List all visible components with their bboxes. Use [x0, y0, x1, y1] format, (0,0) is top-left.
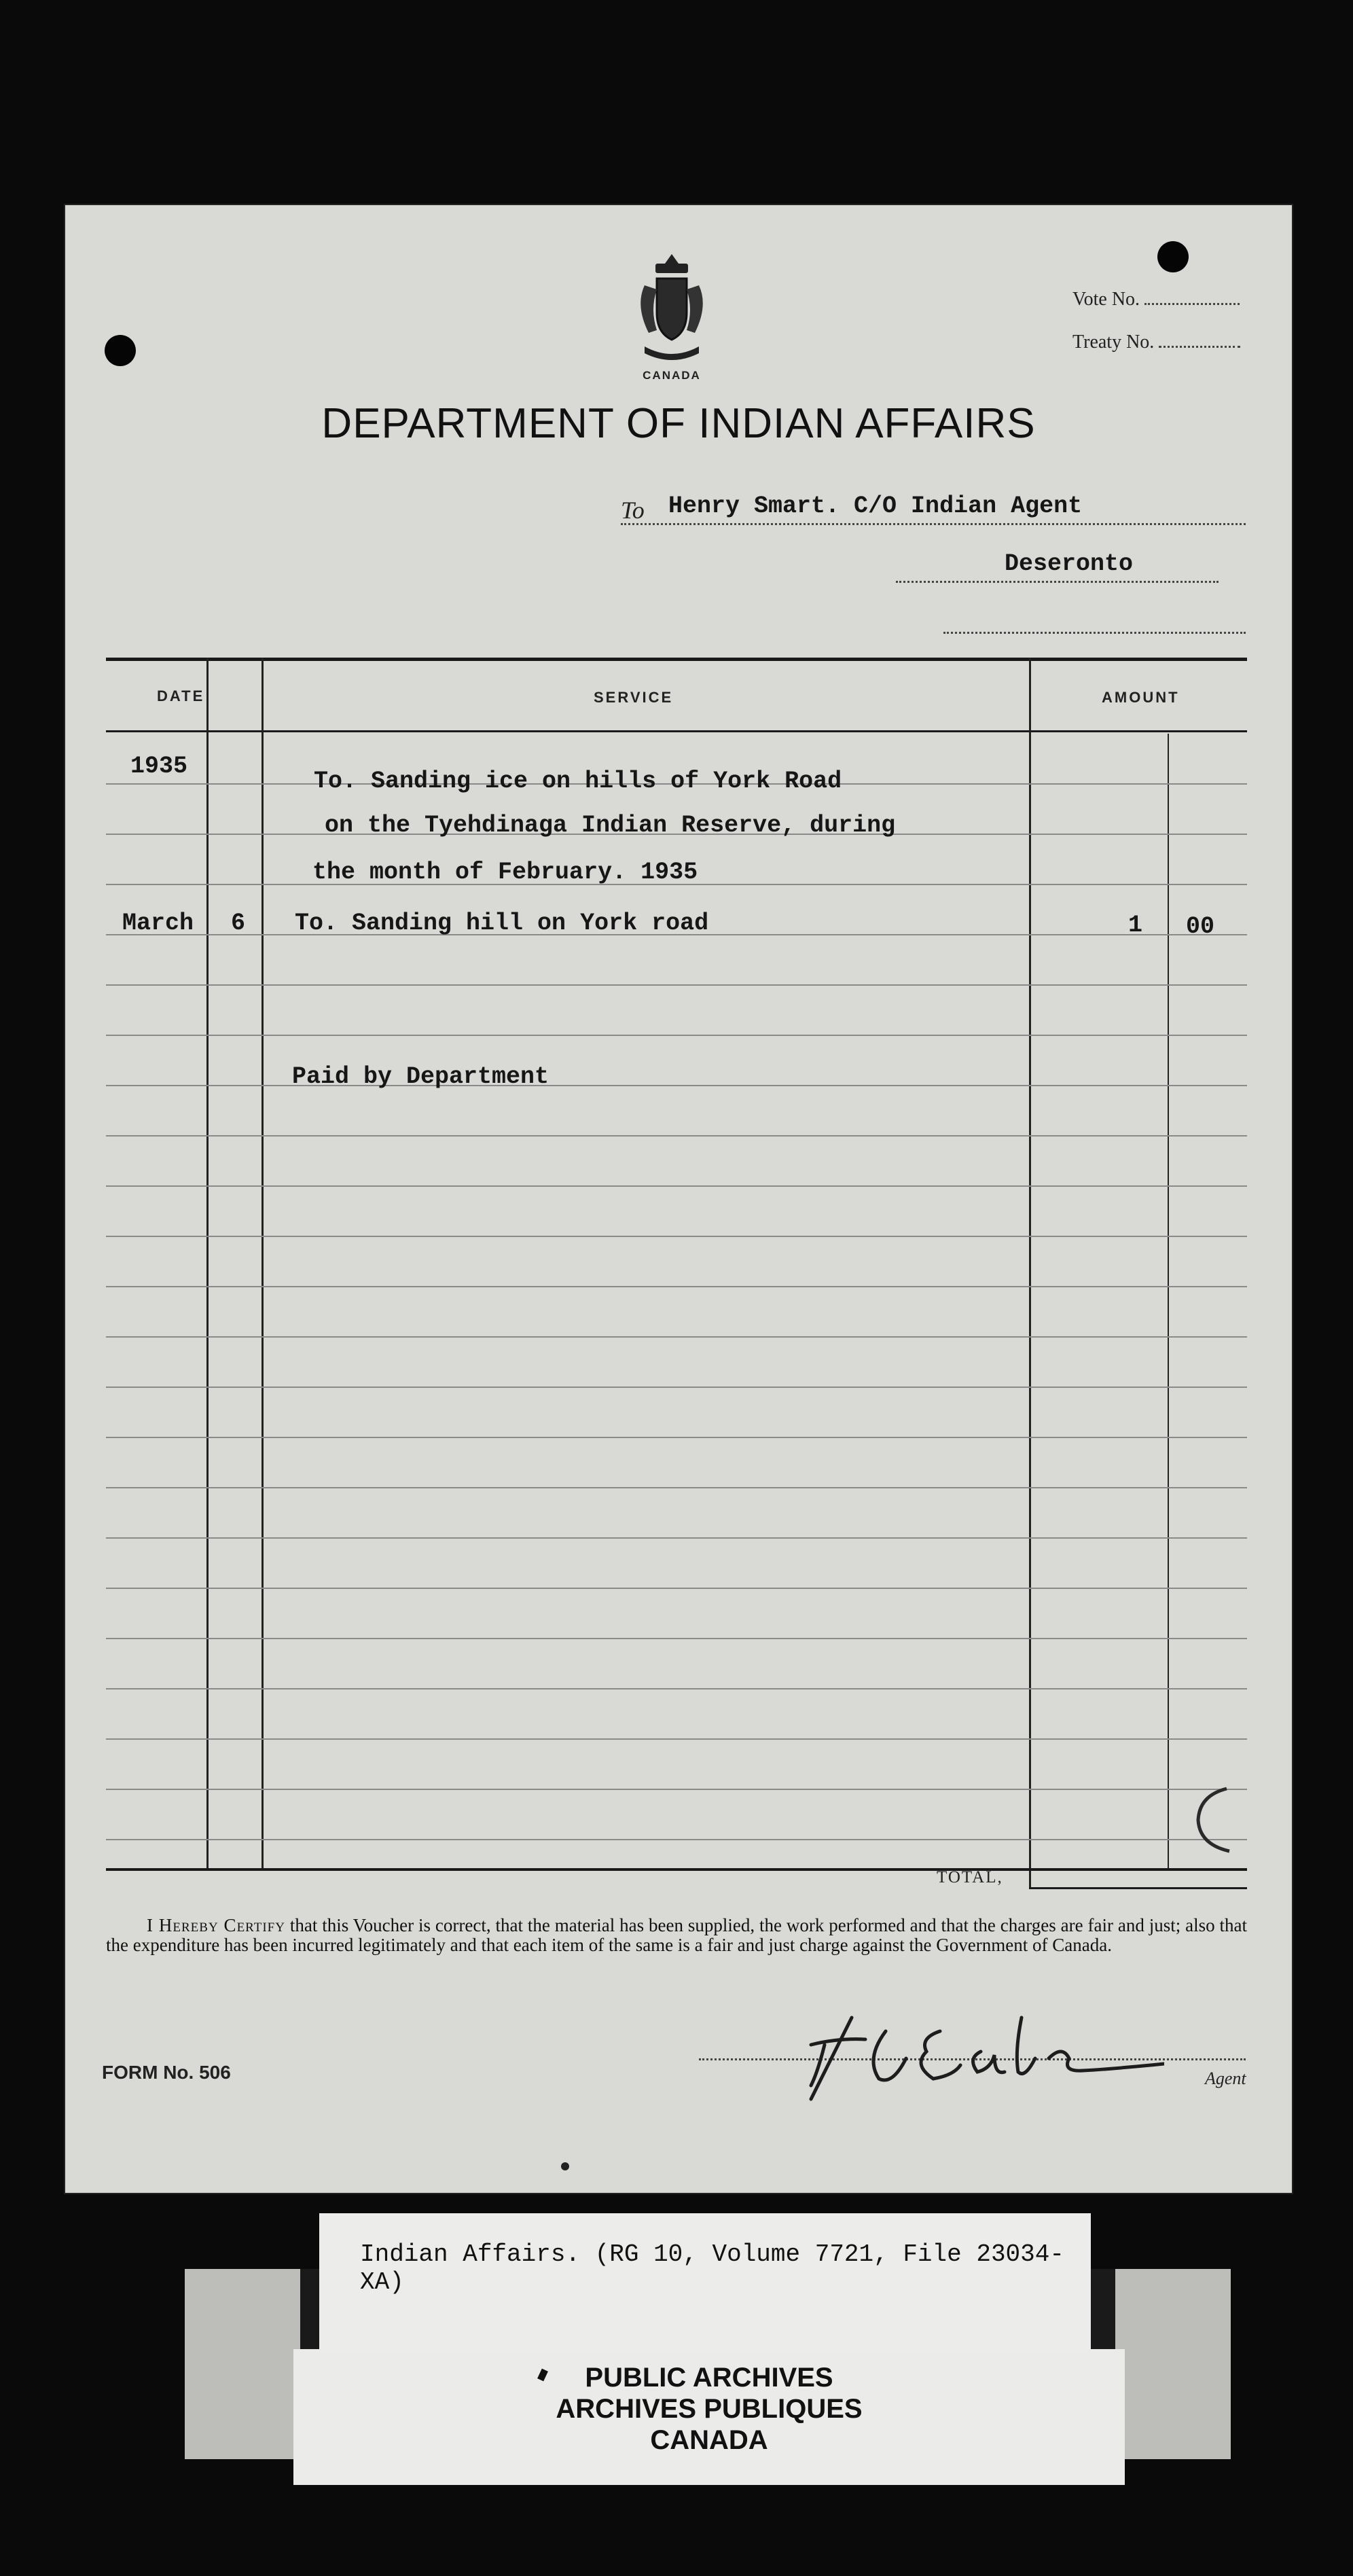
ruled-line [106, 1537, 1247, 1539]
ruled-line [106, 1688, 1247, 1689]
certify-text: that this Voucher is correct, that the material has been supplied, the work performed and that the charges are fair and just; also that the expenditure has been incurred legitimately and that each item of the same is a fair and just charge against the Government of Canada. [106, 1915, 1248, 1955]
row-4-month: March [122, 910, 194, 937]
date-column-divider [206, 658, 209, 1868]
row-1-service: To. Sanding ice on hills of York Road [314, 768, 842, 795]
stamp-line-2: ARCHIVES PUBLIQUES [556, 2394, 863, 2424]
row-3-service: the month of February. 1935 [312, 859, 698, 886]
coat-of-arms-icon [631, 251, 712, 367]
voucher-paper [64, 204, 1293, 2194]
ruled-line [106, 1135, 1247, 1137]
ruled-line [106, 1738, 1247, 1740]
treaty-label: Treaty No. [1072, 332, 1155, 353]
row-4-dollars: 1 [1128, 912, 1143, 939]
ruled-line [106, 1437, 1247, 1438]
vote-label: Vote No. [1072, 289, 1140, 310]
archive-stamp-edge-right [1115, 2269, 1231, 2459]
ruled-line [106, 1789, 1247, 1790]
bracket-mark-icon [1179, 1783, 1240, 1858]
amount-column-divider [1029, 658, 1031, 1887]
treaty-number-field [1072, 332, 1240, 353]
ruled-line [106, 1387, 1247, 1388]
total-rule [1029, 1887, 1247, 1889]
table-header-rule [106, 730, 1247, 732]
total-label: TOTAL, [937, 1868, 1003, 1886]
paid-note: Paid by Department [292, 1063, 549, 1090]
to-label: To [621, 497, 645, 524]
ruled-line [106, 1035, 1247, 1036]
ink-dot [561, 2162, 569, 2170]
form-number: FORM No. 506 [102, 2062, 231, 2083]
ruled-line [106, 1085, 1247, 1086]
archive-reference-card [319, 2213, 1091, 2349]
service-header: SERVICE [594, 689, 674, 706]
public-archives-stamp [293, 2349, 1125, 2485]
vote-blank [1144, 291, 1240, 305]
archive-reference-text: Indian Affairs. (RG 10, Volume 7721, File 23034-XA) [360, 2240, 1064, 2296]
amount-header: AMOUNT [1102, 689, 1180, 706]
certification-statement [106, 1916, 1247, 1955]
ruled-line [106, 1839, 1247, 1840]
table-bottom-rule [106, 1868, 1247, 1871]
date-header: DATE [157, 687, 205, 704]
stamp-line-1: PUBLIC ARCHIVES [585, 2363, 833, 2393]
agent-signature [784, 2004, 1164, 2106]
agent-label: Agent [1205, 2069, 1246, 2088]
ruled-line [106, 1588, 1247, 1589]
cents-column-divider [1168, 734, 1169, 1868]
payee-line-2: Deseronto [1005, 550, 1134, 577]
row-4-cents: 00 [1186, 913, 1215, 940]
crest-caption: CANADA [643, 369, 701, 382]
ruled-line [106, 1336, 1247, 1338]
punch-hole-left [105, 335, 136, 366]
row-2-service: on the Tyehdinaga Indian Reserve, during [325, 812, 896, 839]
ruled-line [106, 1286, 1247, 1287]
payee-line-3-rule [943, 611, 1246, 634]
ruled-line [106, 1487, 1247, 1488]
ruled-line [106, 1185, 1247, 1187]
treaty-blank [1159, 334, 1240, 348]
payee-line-1: Henry Smart. C/O Indian Agent [668, 493, 1083, 520]
ruled-line [106, 1638, 1247, 1639]
table-top-rule [106, 658, 1247, 661]
punch-hole-right [1157, 241, 1189, 272]
stamp-line-3: CANADA [650, 2425, 768, 2455]
service-column-divider [261, 658, 264, 1868]
ruled-line [106, 984, 1247, 986]
department-title: DEPARTMENT OF INDIAN AFFAIRS [321, 400, 1036, 447]
row-4-day: 6 [231, 910, 246, 937]
certify-lead: I Hereby Certify [147, 1915, 285, 1935]
ruled-line [106, 1236, 1247, 1237]
row-4-service: To. Sanding hill on York road [295, 910, 709, 937]
archive-stamp-edge-left [185, 2269, 300, 2459]
vote-number-field [1072, 289, 1240, 310]
row-1-year: 1935 [130, 753, 188, 780]
